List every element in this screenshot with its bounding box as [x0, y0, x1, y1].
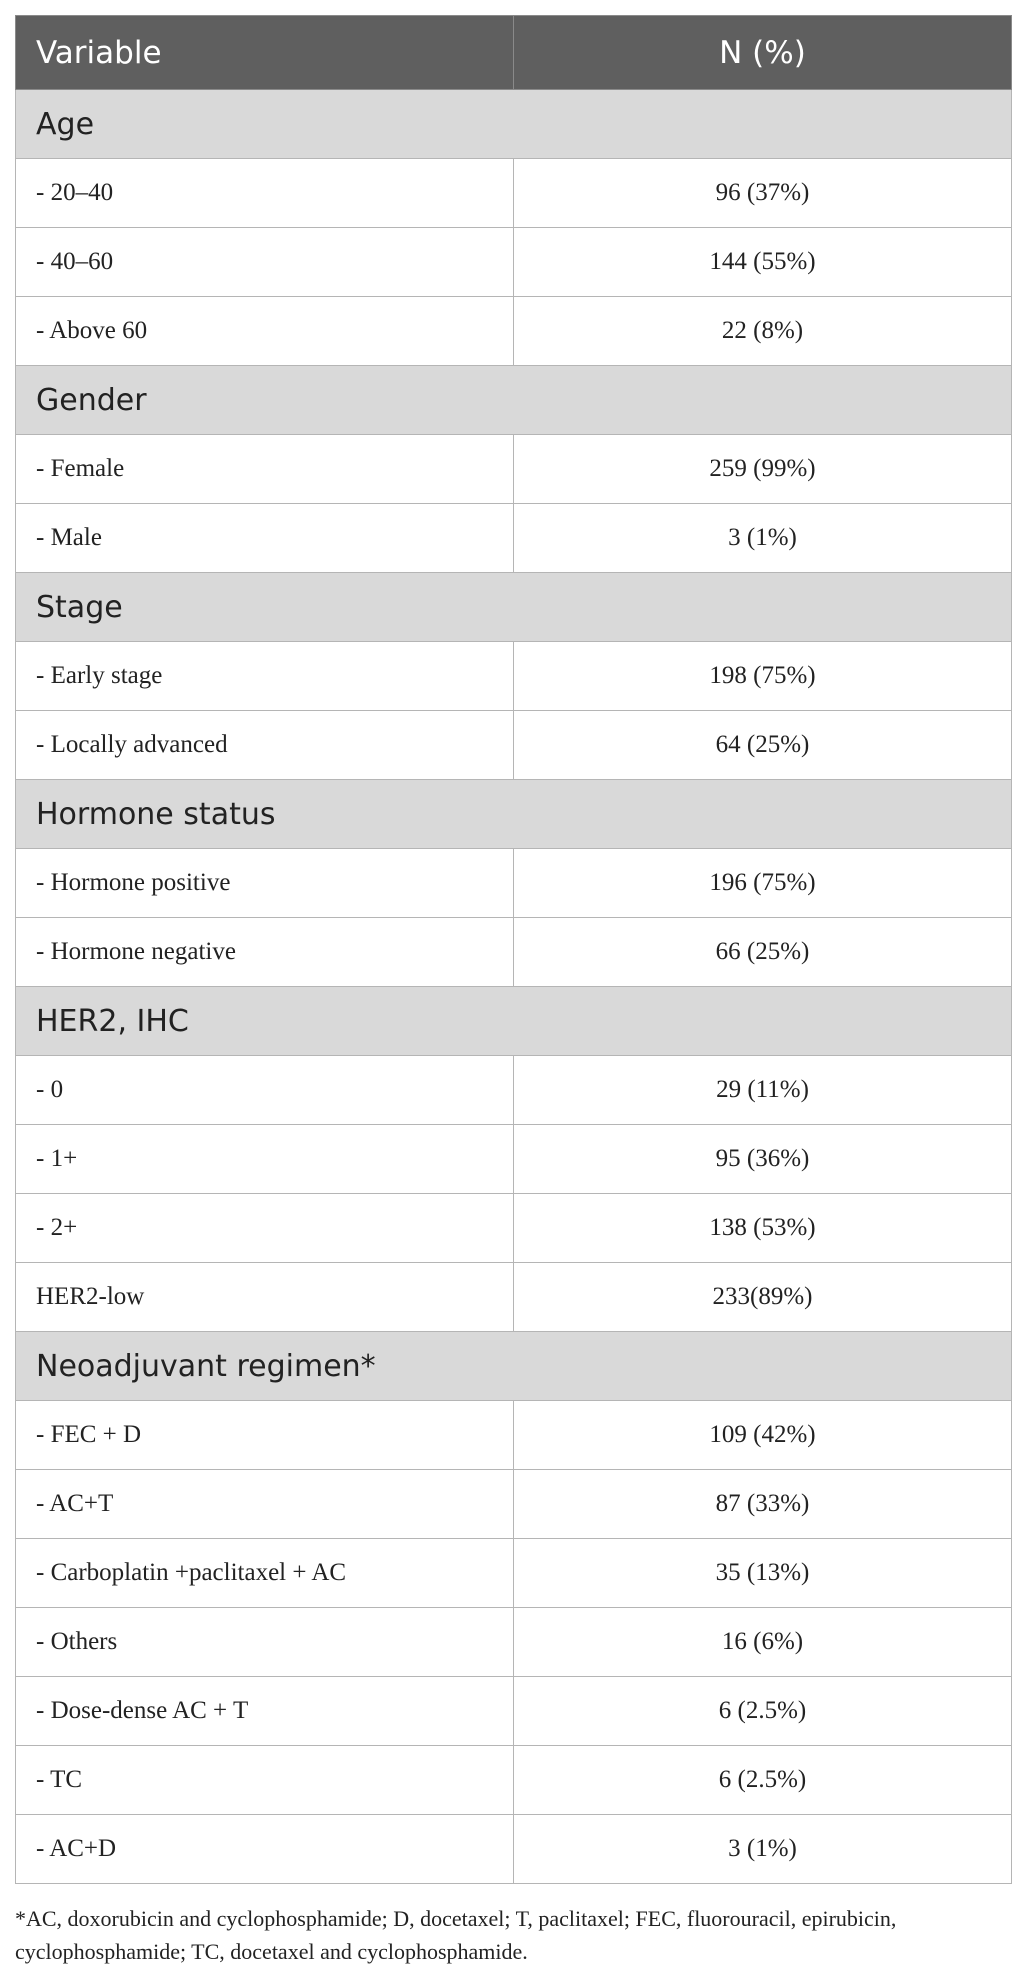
table-row: [16, 1608, 1012, 1677]
group-title: Gender: [16, 366, 1012, 435]
group-header-row: [16, 366, 1012, 435]
row-label: - Locally advanced: [16, 711, 514, 780]
table-row: [16, 1194, 1012, 1263]
table-row: [16, 159, 1012, 228]
group-title: Hormone status: [16, 780, 1012, 849]
row-value: 144 (55%): [514, 228, 1012, 297]
group-title: HER2, IHC: [16, 987, 1012, 1056]
row-label: - 1+: [16, 1125, 514, 1194]
table-row: [16, 849, 1012, 918]
row-label: - AC+D: [16, 1815, 514, 1884]
row-label: - AC+T: [16, 1470, 514, 1539]
group-title: Neoadjuvant regimen*: [16, 1332, 1012, 1401]
row-label: - Carboplatin +paclitaxel + AC: [16, 1539, 514, 1608]
row-label: - Others: [16, 1608, 514, 1677]
row-label: - Above 60: [16, 297, 514, 366]
group-header-row: [16, 987, 1012, 1056]
table-row: [16, 297, 1012, 366]
row-value: 96 (37%): [514, 159, 1012, 228]
row-value: 198 (75%): [514, 642, 1012, 711]
row-value: 259 (99%): [514, 435, 1012, 504]
table-row: [16, 435, 1012, 504]
row-value: 95 (36%): [514, 1125, 1012, 1194]
group-header-row: [16, 1332, 1012, 1401]
row-label: - Early stage: [16, 642, 514, 711]
row-label: - 20–40: [16, 159, 514, 228]
header-n-percent: N (%): [514, 16, 1012, 90]
table-row: [16, 1263, 1012, 1332]
table-row: [16, 1677, 1012, 1746]
row-value: 196 (75%): [514, 849, 1012, 918]
row-value: 16 (6%): [514, 1608, 1012, 1677]
table-row: [16, 1125, 1012, 1194]
row-value: 87 (33%): [514, 1470, 1012, 1539]
table-row: [16, 228, 1012, 297]
row-label: - 40–60: [16, 228, 514, 297]
row-label: - Hormone positive: [16, 849, 514, 918]
table-row: [16, 1815, 1012, 1884]
table-row: [16, 1539, 1012, 1608]
group-header-row: [16, 573, 1012, 642]
table-row: [16, 1746, 1012, 1815]
row-value: 66 (25%): [514, 918, 1012, 987]
row-value: 138 (53%): [514, 1194, 1012, 1263]
row-label: - Male: [16, 504, 514, 573]
table-row: [16, 504, 1012, 573]
row-value: 6 (2.5%): [514, 1746, 1012, 1815]
header-variable: Variable: [16, 16, 514, 90]
group-header-row: [16, 780, 1012, 849]
group-title: Age: [16, 90, 1012, 159]
row-label: - 2+: [16, 1194, 514, 1263]
row-value: 64 (25%): [514, 711, 1012, 780]
row-label: - Dose-dense AC + T: [16, 1677, 514, 1746]
table-header-row: [16, 16, 1012, 90]
characteristics-table: [15, 15, 1012, 1884]
row-value: 29 (11%): [514, 1056, 1012, 1125]
table-row: [16, 918, 1012, 987]
table-body: [16, 90, 1012, 1884]
row-value: 22 (8%): [514, 297, 1012, 366]
table-row: [16, 711, 1012, 780]
table-row: [16, 642, 1012, 711]
table-row: [16, 1056, 1012, 1125]
group-header-row: [16, 90, 1012, 159]
table-row: [16, 1401, 1012, 1470]
table-row: [16, 1470, 1012, 1539]
row-label: HER2-low: [16, 1263, 514, 1332]
row-label: - Hormone negative: [16, 918, 514, 987]
row-value: 6 (2.5%): [514, 1677, 1012, 1746]
row-value: 233(89%): [514, 1263, 1012, 1332]
row-label: - 0: [16, 1056, 514, 1125]
row-value: 109 (42%): [514, 1401, 1012, 1470]
table-footnote: *AC, doxorubicin and cyclophosphamide; D, docetaxel; T, paclitaxel; FEC, fluorouracil, epirubicin, cyclophosphamide; TC, docetaxel and cyclophosphamide.: [15, 1906, 897, 1964]
row-value: 3 (1%): [514, 1815, 1012, 1884]
row-label: - TC: [16, 1746, 514, 1815]
row-value: 35 (13%): [514, 1539, 1012, 1608]
group-title: Stage: [16, 573, 1012, 642]
row-value: 3 (1%): [514, 504, 1012, 573]
row-label: - Female: [16, 435, 514, 504]
row-label: - FEC + D: [16, 1401, 514, 1470]
